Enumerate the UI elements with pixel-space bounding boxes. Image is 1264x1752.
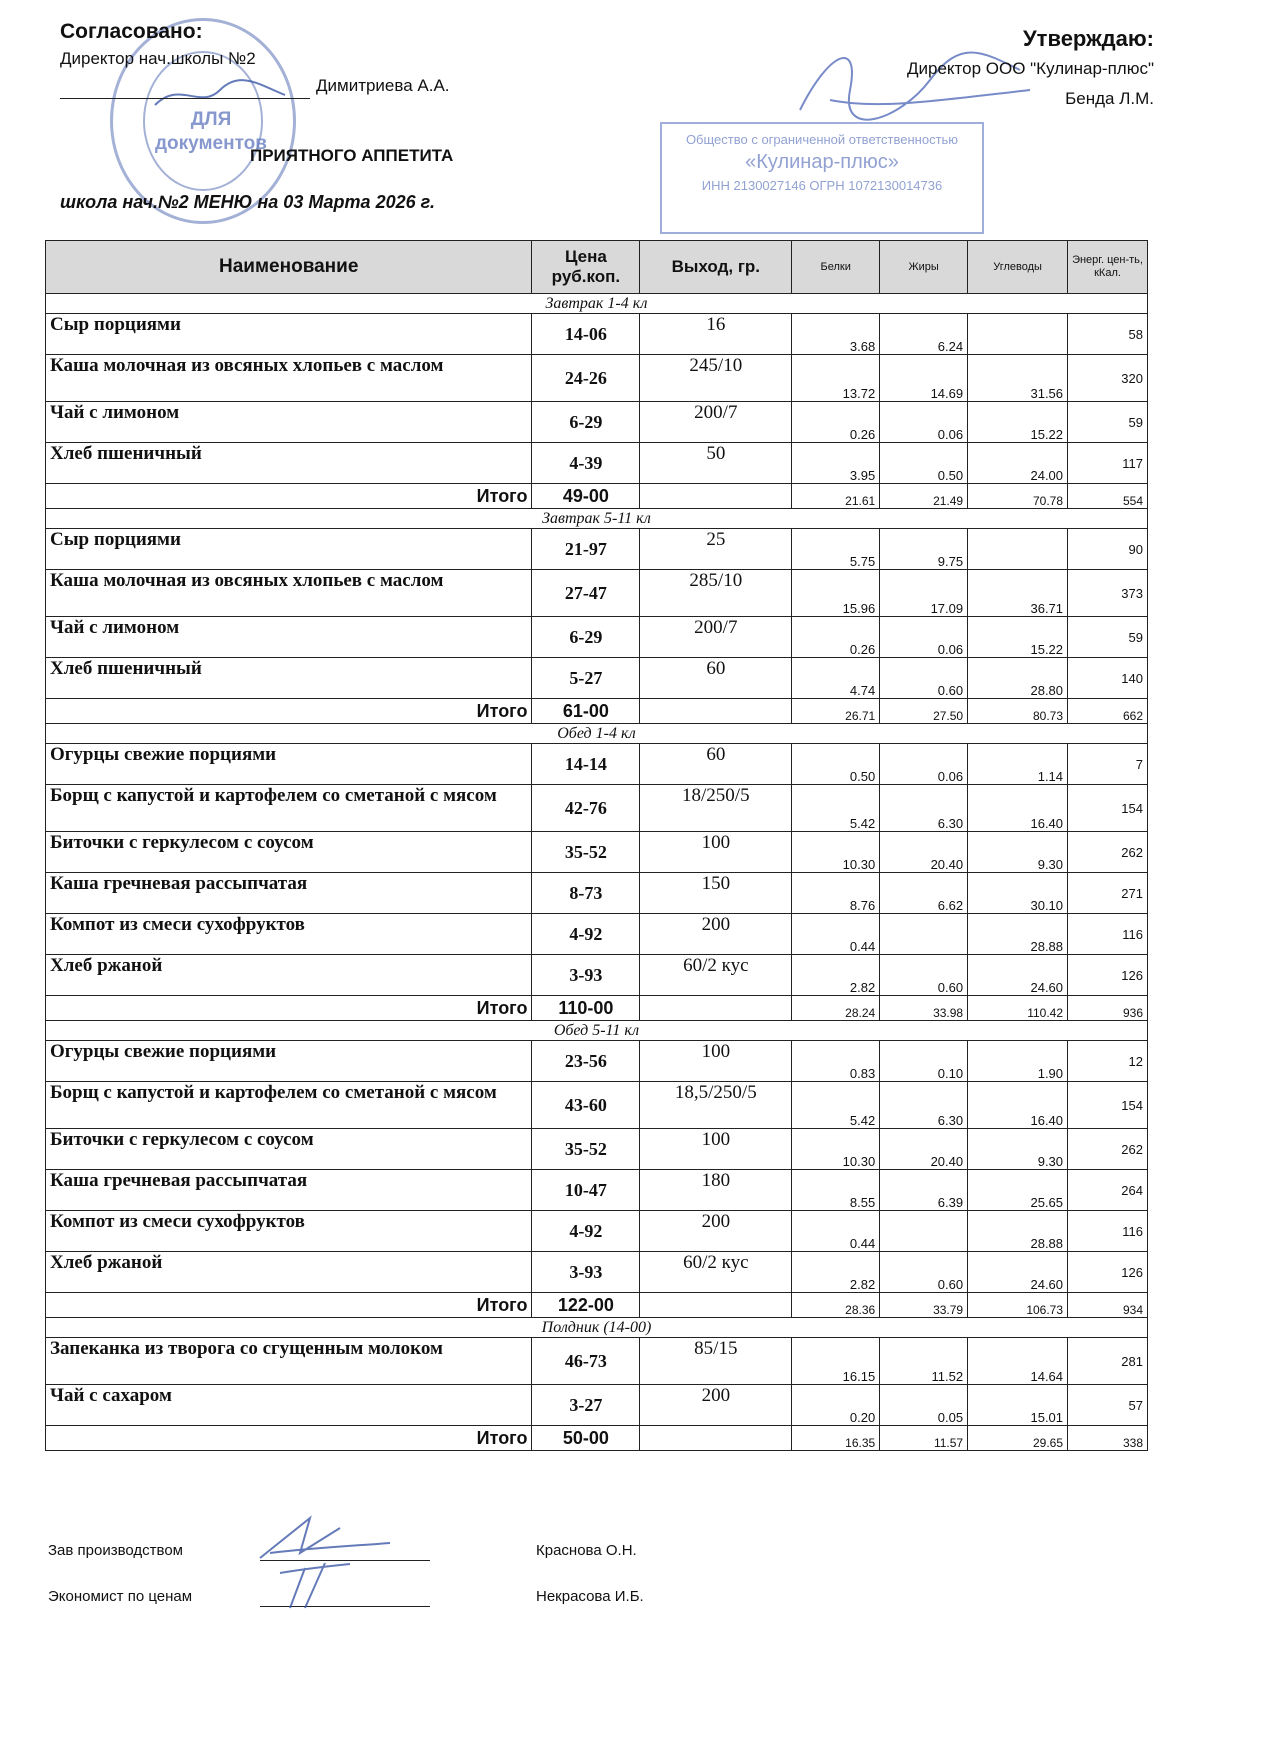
total-row [46, 699, 1148, 724]
dish-proteins: 0.44 [792, 1211, 880, 1252]
dish-energy: 58 [1068, 314, 1148, 355]
dish-output: 100 [640, 832, 792, 873]
dish-fats: 0.10 [880, 1041, 968, 1082]
dish-name: Каша молочная из овсяных хлопьев с маслом [46, 570, 532, 617]
footer-row-2 [48, 1588, 644, 1605]
section-row [46, 1021, 1148, 1041]
dish-carbs: 15.22 [968, 617, 1068, 658]
section-title: Полдник (14-00) [46, 1318, 1148, 1338]
table-row [46, 1385, 1148, 1426]
approve-title: Утверждаю: [1023, 26, 1154, 51]
dish-proteins: 10.30 [792, 1129, 880, 1170]
agreed-title: Согласовано: [60, 20, 203, 43]
total-carbs: 80.73 [968, 699, 1068, 724]
section-title: Завтрак 1-4 кл [46, 294, 1148, 314]
dish-fats: 9.75 [880, 529, 968, 570]
section-title: Обед 1-4 кл [46, 724, 1148, 744]
dish-output: 245/10 [640, 355, 792, 402]
dish-energy: 90 [1068, 529, 1148, 570]
dish-name: Запеканка из творога со сгущенным молоком [46, 1338, 532, 1385]
total-label: Итого [46, 996, 532, 1021]
table-row [46, 658, 1148, 699]
dish-carbs: 31.56 [968, 355, 1068, 402]
approve-name: Бенда Л.М. [1065, 89, 1154, 108]
dish-energy: 154 [1068, 1082, 1148, 1129]
dish-name: Сыр порциями [46, 314, 532, 355]
dish-price: 3-27 [532, 1385, 640, 1426]
col-price: Цена руб.коп. [532, 241, 640, 294]
dish-carbs: 9.30 [968, 832, 1068, 873]
footer-role-2: Экономист по ценам [48, 1588, 193, 1605]
dish-energy: 281 [1068, 1338, 1148, 1385]
total-energy: 338 [1068, 1426, 1148, 1451]
dish-carbs: 30.10 [968, 873, 1068, 914]
wish-text: ПРИЯТНОГО АППЕТИТА [250, 146, 454, 165]
dish-carbs: 25.65 [968, 1170, 1068, 1211]
section-row [46, 1318, 1148, 1338]
dish-name: Компот из смеси сухофруктов [46, 914, 532, 955]
dish-fats: 0.60 [880, 658, 968, 699]
dish-name: Биточки с геркулесом с соусом [46, 1129, 532, 1170]
dish-carbs: 16.40 [968, 1082, 1068, 1129]
total-label: Итого [46, 484, 532, 509]
section-row [46, 509, 1148, 529]
dish-fats: 0.06 [880, 402, 968, 443]
menu-body [46, 294, 1148, 1451]
table-row [46, 873, 1148, 914]
total-label: Итого [46, 699, 532, 724]
dish-fats: 0.60 [880, 1252, 968, 1293]
menu-date-line: школа нач.№2 МЕНЮ на 03 Марта 2026 г. [60, 192, 435, 212]
total-proteins: 26.71 [792, 699, 880, 724]
company-stamp-line3: ИНН 2130027146 ОГРН 1072130014736 [701, 178, 943, 193]
dish-output: 18,5/250/5 [640, 1082, 792, 1129]
dish-fats: 0.06 [880, 744, 968, 785]
dish-carbs: 1.90 [968, 1041, 1068, 1082]
footer-row-1 [48, 1542, 637, 1559]
total-proteins: 16.35 [792, 1426, 880, 1451]
dish-name: Хлеб пшеничный [46, 658, 532, 699]
dish-carbs: 36.71 [968, 570, 1068, 617]
dish-energy: 116 [1068, 1211, 1148, 1252]
dish-carbs [968, 314, 1068, 355]
total-energy: 554 [1068, 484, 1148, 509]
dish-proteins: 2.82 [792, 955, 880, 996]
dish-fats: 0.05 [880, 1385, 968, 1426]
company-stamp-line2: «Кулинар-плюс» [745, 151, 899, 173]
dish-price: 3-93 [532, 955, 640, 996]
dish-output: 60/2 кус [640, 1252, 792, 1293]
dish-output: 60 [640, 658, 792, 699]
col-output: Выход, гр. [640, 241, 792, 294]
dish-fats: 6.39 [880, 1170, 968, 1211]
total-proteins: 28.36 [792, 1293, 880, 1318]
dish-proteins: 15.96 [792, 570, 880, 617]
dish-output: 200 [640, 1211, 792, 1252]
dish-proteins: 0.26 [792, 402, 880, 443]
dish-proteins: 5.42 [792, 785, 880, 832]
dish-output: 25 [640, 529, 792, 570]
total-price: 49-00 [532, 484, 640, 509]
dish-name: Огурцы свежие порциями [46, 744, 532, 785]
dish-fats: 0.60 [880, 955, 968, 996]
round-stamp-text: ДЛЯ документов [155, 109, 267, 154]
total-fats: 27.50 [880, 699, 968, 724]
dish-energy: 59 [1068, 617, 1148, 658]
dish-price: 35-52 [532, 832, 640, 873]
table-row [46, 1252, 1148, 1293]
dish-energy: 126 [1068, 955, 1148, 996]
dish-output: 200 [640, 1385, 792, 1426]
dish-proteins: 0.20 [792, 1385, 880, 1426]
dish-price: 21-97 [532, 529, 640, 570]
dish-proteins: 10.30 [792, 832, 880, 873]
dish-name: Борщ с капустой и картофелем со сметаной с мясом [46, 785, 532, 832]
dish-proteins: 16.15 [792, 1338, 880, 1385]
dish-name: Чай с сахаром [46, 1385, 532, 1426]
col-carbs: Углеводы [968, 241, 1068, 294]
total-price: 61-00 [532, 699, 640, 724]
table-row [46, 1082, 1148, 1129]
dish-energy: 12 [1068, 1041, 1148, 1082]
table-row [46, 955, 1148, 996]
dish-name: Каша гречневая рассыпчатая [46, 1170, 532, 1211]
approve-block [907, 24, 1154, 114]
dish-name: Хлеб ржаной [46, 955, 532, 996]
dish-proteins: 5.42 [792, 1082, 880, 1129]
dish-carbs: 15.01 [968, 1385, 1068, 1426]
total-output-empty [640, 996, 792, 1021]
dish-energy: 320 [1068, 355, 1148, 402]
total-energy: 934 [1068, 1293, 1148, 1318]
dish-price: 6-29 [532, 617, 640, 658]
total-price: 122-00 [532, 1293, 640, 1318]
table-row [46, 1211, 1148, 1252]
dish-carbs: 9.30 [968, 1129, 1068, 1170]
dish-fats [880, 1211, 968, 1252]
dish-fats: 6.62 [880, 873, 968, 914]
dish-price: 4-92 [532, 914, 640, 955]
dish-energy: 271 [1068, 873, 1148, 914]
dish-carbs: 28.88 [968, 914, 1068, 955]
dish-energy: 262 [1068, 832, 1148, 873]
dish-fats: 0.06 [880, 617, 968, 658]
dish-proteins: 5.75 [792, 529, 880, 570]
approve-position: Директор ООО "Кулинар-плюс" [906, 59, 1154, 78]
table-row [46, 314, 1148, 355]
dish-carbs: 24.60 [968, 1252, 1068, 1293]
total-output-empty [640, 699, 792, 724]
total-fats: 33.79 [880, 1293, 968, 1318]
dish-fats: 6.30 [880, 1082, 968, 1129]
dish-fats: 20.40 [880, 832, 968, 873]
table-row [46, 914, 1148, 955]
dish-fats: 20.40 [880, 1129, 968, 1170]
section-title: Обед 5-11 кл [46, 1021, 1148, 1041]
total-energy: 662 [1068, 699, 1148, 724]
total-carbs: 29.65 [968, 1426, 1068, 1451]
dish-fats [880, 914, 968, 955]
dish-energy: 373 [1068, 570, 1148, 617]
dish-output: 285/10 [640, 570, 792, 617]
dish-name: Каша гречневая рассыпчатая [46, 873, 532, 914]
table-row [46, 1170, 1148, 1211]
dish-name: Компот из смеси сухофруктов [46, 1211, 532, 1252]
total-carbs: 70.78 [968, 484, 1068, 509]
dish-price: 35-52 [532, 1129, 640, 1170]
col-name: Наименование [46, 241, 532, 294]
company-stamp-line1: Общество с ограниченной ответственностью [685, 132, 959, 147]
section-row [46, 294, 1148, 314]
table-row [46, 1041, 1148, 1082]
total-output-empty [640, 1426, 792, 1451]
dish-price: 23-56 [532, 1041, 640, 1082]
dish-fats: 6.30 [880, 785, 968, 832]
dish-output: 150 [640, 873, 792, 914]
footer-name-2: Некрасова И.Б. [536, 1588, 644, 1605]
dish-price: 6-29 [532, 402, 640, 443]
table-header-row [46, 241, 1148, 294]
dish-name: Хлеб пшеничный [46, 443, 532, 484]
dish-name: Биточки с геркулесом с соусом [46, 832, 532, 873]
table-row [46, 832, 1148, 873]
dish-price: 46-73 [532, 1338, 640, 1385]
dish-price: 14-06 [532, 314, 640, 355]
dish-output: 85/15 [640, 1338, 792, 1385]
dish-energy: 140 [1068, 658, 1148, 699]
dish-price: 4-39 [532, 443, 640, 484]
dish-price: 42-76 [532, 785, 640, 832]
dish-output: 100 [640, 1041, 792, 1082]
dish-carbs: 24.00 [968, 443, 1068, 484]
dish-carbs: 1.14 [968, 744, 1068, 785]
table-row [46, 1338, 1148, 1385]
dish-energy: 59 [1068, 402, 1148, 443]
dish-output: 200/7 [640, 617, 792, 658]
dish-energy: 262 [1068, 1129, 1148, 1170]
dish-carbs: 16.40 [968, 785, 1068, 832]
dish-name: Сыр порциями [46, 529, 532, 570]
dish-energy: 117 [1068, 443, 1148, 484]
dish-proteins: 4.74 [792, 658, 880, 699]
col-fats: Жиры [880, 241, 968, 294]
dish-price: 10-47 [532, 1170, 640, 1211]
dish-fats: 14.69 [880, 355, 968, 402]
total-row [46, 996, 1148, 1021]
total-row [46, 1293, 1148, 1318]
dish-name: Чай с лимоном [46, 402, 532, 443]
dish-price: 27-47 [532, 570, 640, 617]
agreed-block [60, 18, 450, 99]
total-fats: 33.98 [880, 996, 968, 1021]
col-energy: Энерг. цен-ть, кКал. [1068, 241, 1148, 294]
dish-proteins: 3.95 [792, 443, 880, 484]
agreed-name: Димитриева А.А. [316, 76, 450, 95]
total-price: 110-00 [532, 996, 640, 1021]
dish-output: 18/250/5 [640, 785, 792, 832]
dish-fats: 0.50 [880, 443, 968, 484]
table-row [46, 443, 1148, 484]
dish-name: Борщ с капустой и картофелем со сметаной с мясом [46, 1082, 532, 1129]
total-carbs: 106.73 [968, 1293, 1068, 1318]
dish-carbs [968, 529, 1068, 570]
table-row [46, 570, 1148, 617]
total-proteins: 21.61 [792, 484, 880, 509]
dish-fats: 11.52 [880, 1338, 968, 1385]
dish-carbs: 15.22 [968, 402, 1068, 443]
dish-energy: 57 [1068, 1385, 1148, 1426]
dish-output: 60 [640, 744, 792, 785]
dish-name: Каша молочная из овсяных хлопьев с маслом [46, 355, 532, 402]
total-output-empty [640, 484, 792, 509]
table-row [46, 1129, 1148, 1170]
dish-energy: 116 [1068, 914, 1148, 955]
dish-price: 4-92 [532, 1211, 640, 1252]
dish-carbs: 24.60 [968, 955, 1068, 996]
dish-proteins: 2.82 [792, 1252, 880, 1293]
dish-output: 200/7 [640, 402, 792, 443]
dish-name: Хлеб ржаной [46, 1252, 532, 1293]
dish-output: 200 [640, 914, 792, 955]
dish-carbs: 28.88 [968, 1211, 1068, 1252]
total-carbs: 110.42 [968, 996, 1068, 1021]
dish-price: 3-93 [532, 1252, 640, 1293]
dish-name: Чай с лимоном [46, 617, 532, 658]
total-energy: 936 [1068, 996, 1148, 1021]
total-output-empty [640, 1293, 792, 1318]
dish-fats: 17.09 [880, 570, 968, 617]
total-row [46, 484, 1148, 509]
dish-energy: 264 [1068, 1170, 1148, 1211]
dish-proteins: 8.76 [792, 873, 880, 914]
dish-proteins: 0.26 [792, 617, 880, 658]
dish-output: 50 [640, 443, 792, 484]
total-proteins: 28.24 [792, 996, 880, 1021]
total-label: Итого [46, 1293, 532, 1318]
table-row [46, 529, 1148, 570]
dish-output: 100 [640, 1129, 792, 1170]
table-row [46, 617, 1148, 658]
dish-output: 60/2 кус [640, 955, 792, 996]
total-price: 50-00 [532, 1426, 640, 1451]
total-row [46, 1426, 1148, 1451]
table-row [46, 402, 1148, 443]
dish-energy: 126 [1068, 1252, 1148, 1293]
total-fats: 11.57 [880, 1426, 968, 1451]
dish-proteins: 0.83 [792, 1041, 880, 1082]
dish-proteins: 8.55 [792, 1170, 880, 1211]
dish-price: 8-73 [532, 873, 640, 914]
dish-name: Огурцы свежие порциями [46, 1041, 532, 1082]
dish-carbs: 14.64 [968, 1338, 1068, 1385]
table-row [46, 744, 1148, 785]
dish-output: 16 [640, 314, 792, 355]
dish-price: 43-60 [532, 1082, 640, 1129]
section-title: Завтрак 5-11 кл [46, 509, 1148, 529]
menu-table [45, 240, 1148, 1451]
total-label: Итого [46, 1426, 532, 1451]
total-fats: 21.49 [880, 484, 968, 509]
dish-proteins: 13.72 [792, 355, 880, 402]
col-proteins: Белки [792, 241, 880, 294]
section-row [46, 724, 1148, 744]
footer-name-1: Краснова О.Н. [536, 1542, 637, 1559]
dish-price: 5-27 [532, 658, 640, 699]
dish-fats: 6.24 [880, 314, 968, 355]
dish-price: 14-14 [532, 744, 640, 785]
table-row [46, 785, 1148, 832]
dish-carbs: 28.80 [968, 658, 1068, 699]
dish-proteins: 0.44 [792, 914, 880, 955]
agreed-position: Директор нач.школы №2 [60, 49, 256, 68]
table-row [46, 355, 1148, 402]
dish-proteins: 3.68 [792, 314, 880, 355]
dish-energy: 7 [1068, 744, 1148, 785]
dish-price: 24-26 [532, 355, 640, 402]
dish-energy: 154 [1068, 785, 1148, 832]
footer-role-1: Зав производством [48, 1542, 183, 1559]
dish-proteins: 0.50 [792, 744, 880, 785]
dish-output: 180 [640, 1170, 792, 1211]
production-signature [250, 1508, 400, 1618]
